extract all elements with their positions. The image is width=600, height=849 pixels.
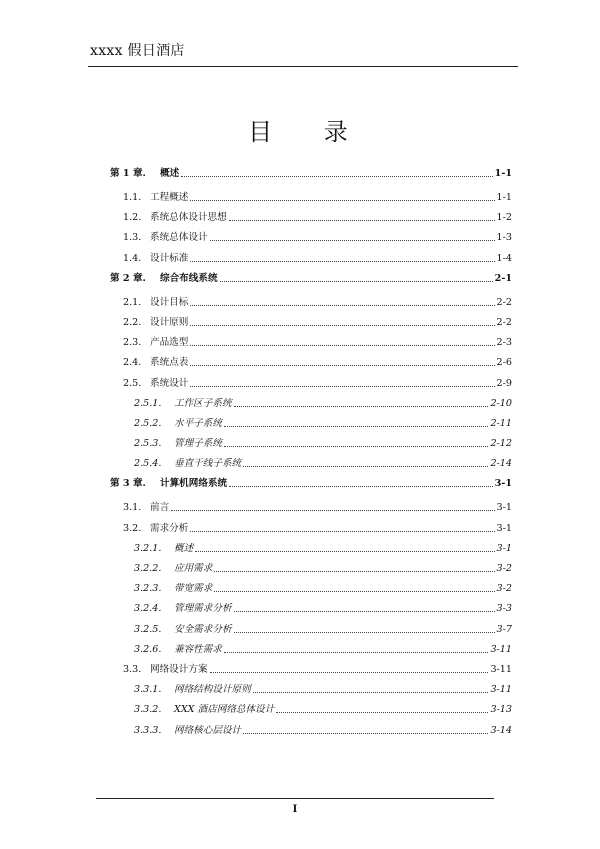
toc-dot-leader: [229, 220, 495, 221]
toc-entry[interactable]: [110, 664, 512, 676]
toc-entry-number: 3.1.: [123, 502, 142, 514]
toc-entry-number: 第 2 章.: [110, 272, 146, 284]
toc-entry-title: 需求分析: [150, 522, 189, 534]
toc-entry-title: 带宽需求: [174, 583, 213, 595]
toc-entry-title: 兼容性需求: [174, 643, 222, 655]
toc-entry-title: 系统设计: [150, 377, 189, 389]
toc-entry-page: 3-11: [490, 643, 512, 655]
toc-entry-number: 3.2.6.: [134, 643, 162, 655]
toc-entry[interactable]: [110, 357, 512, 369]
toc-entry-page: 3-3: [496, 603, 512, 615]
toc-entry[interactable]: [110, 704, 512, 716]
toc-entry[interactable]: [110, 563, 512, 575]
toc-entry-number: 3.3.3.: [134, 724, 162, 736]
toc-entry[interactable]: [110, 502, 512, 514]
toc-entry[interactable]: [110, 458, 512, 470]
toc-entry-page: 3-14: [490, 724, 512, 736]
toc-entry-number: 3.3.: [123, 663, 142, 675]
toc-entry-number: 1.1.: [123, 192, 142, 203]
toc-entry-number: 1.4.: [123, 252, 142, 264]
toc-entry-title: 垂直干线子系统: [174, 458, 242, 470]
toc-dot-leader: [195, 551, 494, 552]
toc-entry-page: 1-2: [496, 212, 512, 224]
toc-dot-leader: [276, 712, 488, 713]
toc-entry-number: 2.5.: [123, 377, 142, 389]
toc-entry-title: 系统点表: [150, 357, 189, 369]
toc-entry-page: 3-11: [490, 684, 512, 696]
toc-entry[interactable]: [110, 603, 512, 615]
toc-entry-number: 2.1.: [123, 296, 142, 308]
toc-dot-leader: [190, 261, 494, 262]
toc-entry-title: 应用需求: [174, 563, 213, 574]
toc-entry[interactable]: [110, 684, 512, 696]
toc-dot-leader: [210, 240, 495, 241]
toc-entry-number: 3.2.4.: [134, 603, 162, 615]
toc-entry-number: 第 3 章.: [110, 478, 146, 490]
toc-entry-number: 3.2.1.: [134, 542, 162, 554]
toc-entry[interactable]: [110, 192, 512, 204]
toc-dot-leader: [190, 305, 494, 306]
toc-dot-leader: [190, 531, 494, 532]
toc-entry-title: 安全需求分析: [174, 623, 232, 635]
toc-entry-number: 1.2.: [123, 212, 142, 224]
toc-entry[interactable]: [110, 725, 512, 737]
toc-entry-title: 设计目标: [150, 296, 189, 308]
page-number: I: [292, 804, 298, 815]
toc-entry-title: 计算机网络系统: [160, 478, 228, 490]
toc-entry-page: 2-6: [496, 357, 512, 369]
toc-entry-number: 3.2.3.: [134, 583, 162, 595]
toc-entry[interactable]: [110, 583, 512, 595]
toc-dot-leader: [253, 692, 489, 693]
toc-entry-page: 2-2: [496, 316, 512, 328]
toc-entry[interactable]: [110, 232, 512, 244]
toc-dot-leader: [171, 510, 494, 511]
toc-entry-title: 系统总体设计思想: [150, 212, 227, 224]
toc-entry-title: 网络设计方案: [150, 663, 208, 675]
toc-entry[interactable]: [110, 168, 512, 180]
toc-dot-leader: [243, 733, 488, 734]
toc-entry-title: 概述: [160, 168, 180, 179]
toc-dot-leader: [214, 571, 494, 572]
toc-entry-page: 3-2: [496, 563, 512, 574]
toc-dot-leader: [224, 426, 488, 427]
toc-dot-leader: [224, 652, 488, 653]
toc-entry-page: 3-13: [490, 704, 512, 716]
toc-entry-page: 2-1: [494, 272, 512, 284]
toc-entry-page: 1-1: [494, 168, 512, 179]
toc-entry-title: 设计标准: [150, 252, 189, 264]
toc-entry[interactable]: [110, 212, 512, 224]
toc-entry-title: 管理需求分析: [174, 603, 232, 615]
toc-entry-title: 网络结构设计原则: [174, 684, 251, 696]
toc-entry[interactable]: [110, 523, 512, 535]
toc-entry-title: 概述: [174, 542, 194, 554]
toc-entry-number: 第 1 章.: [110, 168, 146, 179]
toc-dot-leader: [234, 611, 495, 612]
toc-dot-leader: [190, 365, 494, 366]
toc-entry-title: 前言: [150, 502, 170, 514]
toc-entry[interactable]: [110, 418, 512, 430]
toc-entry-page: 2-12: [490, 438, 512, 450]
toc-entry-page: 3-1: [496, 502, 512, 514]
toc-entry-number: 2.5.2.: [134, 417, 162, 429]
toc-entry-page: 3-11: [490, 663, 512, 675]
toc-entry[interactable]: [110, 337, 512, 349]
toc-entry-number: 2.4.: [123, 357, 142, 369]
toc-entry-title: 工程概述: [150, 192, 189, 203]
toc-entry[interactable]: [110, 317, 512, 329]
page-header: [88, 38, 518, 67]
toc-title: 目 录: [248, 118, 370, 146]
toc-entry[interactable]: [110, 438, 512, 450]
page-footer: [96, 798, 494, 815]
toc-entry-page: 3-1: [494, 478, 512, 490]
toc-entry-page: 2-3: [496, 337, 512, 349]
toc-dot-leader: [229, 486, 493, 487]
toc-dot-leader: [210, 672, 489, 673]
toc-entry-page: 2-2: [496, 296, 512, 308]
toc-entry-title: 产品选型: [150, 337, 189, 349]
toc-entry[interactable]: [110, 543, 512, 555]
toc-entry-title: 管理子系统: [174, 438, 222, 450]
toc-entry-number: 3.3.2.: [134, 704, 162, 716]
toc-entry[interactable]: [110, 297, 512, 309]
toc-dot-leader: [243, 466, 488, 467]
toc-entry-page: 2-10: [490, 397, 512, 409]
toc-entry-number: 3.2.2.: [134, 563, 162, 574]
toc-dot-leader: [190, 386, 494, 387]
toc-entry-number: 2.5.3.: [134, 438, 162, 450]
toc-entry-number: 3.2.: [123, 522, 142, 534]
toc-entry[interactable]: [110, 378, 512, 390]
toc-entry-number: 2.2.: [123, 316, 142, 328]
toc-entry-title: 工作区子系统: [174, 397, 232, 409]
header-title: xxxx 假日酒店: [90, 43, 185, 59]
toc-entry-page: 2-11: [490, 417, 512, 429]
toc-entry-page: 3-7: [496, 623, 512, 635]
toc-dot-leader: [220, 281, 493, 282]
toc-entry[interactable]: [110, 273, 512, 285]
toc-dot-leader: [224, 446, 488, 447]
toc-entry-page: 1-4: [496, 252, 512, 264]
table-of-contents: [110, 168, 512, 745]
toc-entry-page: 3-1: [496, 542, 512, 554]
toc-entry-title: 综合布线系统: [160, 272, 218, 284]
toc-entry[interactable]: [110, 624, 512, 636]
toc-entry-number: 1.3.: [123, 232, 142, 244]
toc-entry-number: 2.5.1.: [134, 397, 162, 409]
toc-entry-page: 1-3: [496, 232, 512, 244]
toc-entry[interactable]: [110, 398, 512, 410]
toc-dot-leader: [214, 591, 494, 592]
toc-dot-leader: [181, 176, 492, 177]
toc-entry[interactable]: [110, 644, 512, 656]
toc-dot-leader: [234, 632, 495, 633]
toc-entry-page: 3-2: [496, 583, 512, 595]
toc-entry[interactable]: [110, 478, 512, 490]
toc-entry-page: 2-14: [490, 458, 512, 470]
toc-entry-title: 水平子系统: [174, 417, 222, 429]
toc-entry-title: 系统总体设计: [150, 232, 208, 244]
toc-entry-page: 2-9: [496, 377, 512, 389]
toc-entry-page: 3-1: [496, 522, 512, 534]
toc-entry-title: XXX 酒店网络总体设计: [174, 704, 275, 716]
toc-dot-leader: [190, 200, 494, 201]
toc-entry-number: 3.3.1.: [134, 684, 162, 696]
toc-entry-number: 3.2.5.: [134, 623, 162, 635]
toc-entry-title: 设计原则: [150, 316, 189, 328]
toc-entry-number: 2.5.4.: [134, 458, 162, 470]
toc-entry-number: 2.3.: [123, 337, 142, 349]
toc-dot-leader: [234, 406, 489, 407]
toc-entry[interactable]: [110, 253, 512, 265]
toc-entry-page: 1-1: [496, 192, 512, 203]
toc-dot-leader: [190, 325, 494, 326]
toc-entry-title: 网络核心层设计: [174, 724, 242, 736]
toc-dot-leader: [190, 345, 494, 346]
